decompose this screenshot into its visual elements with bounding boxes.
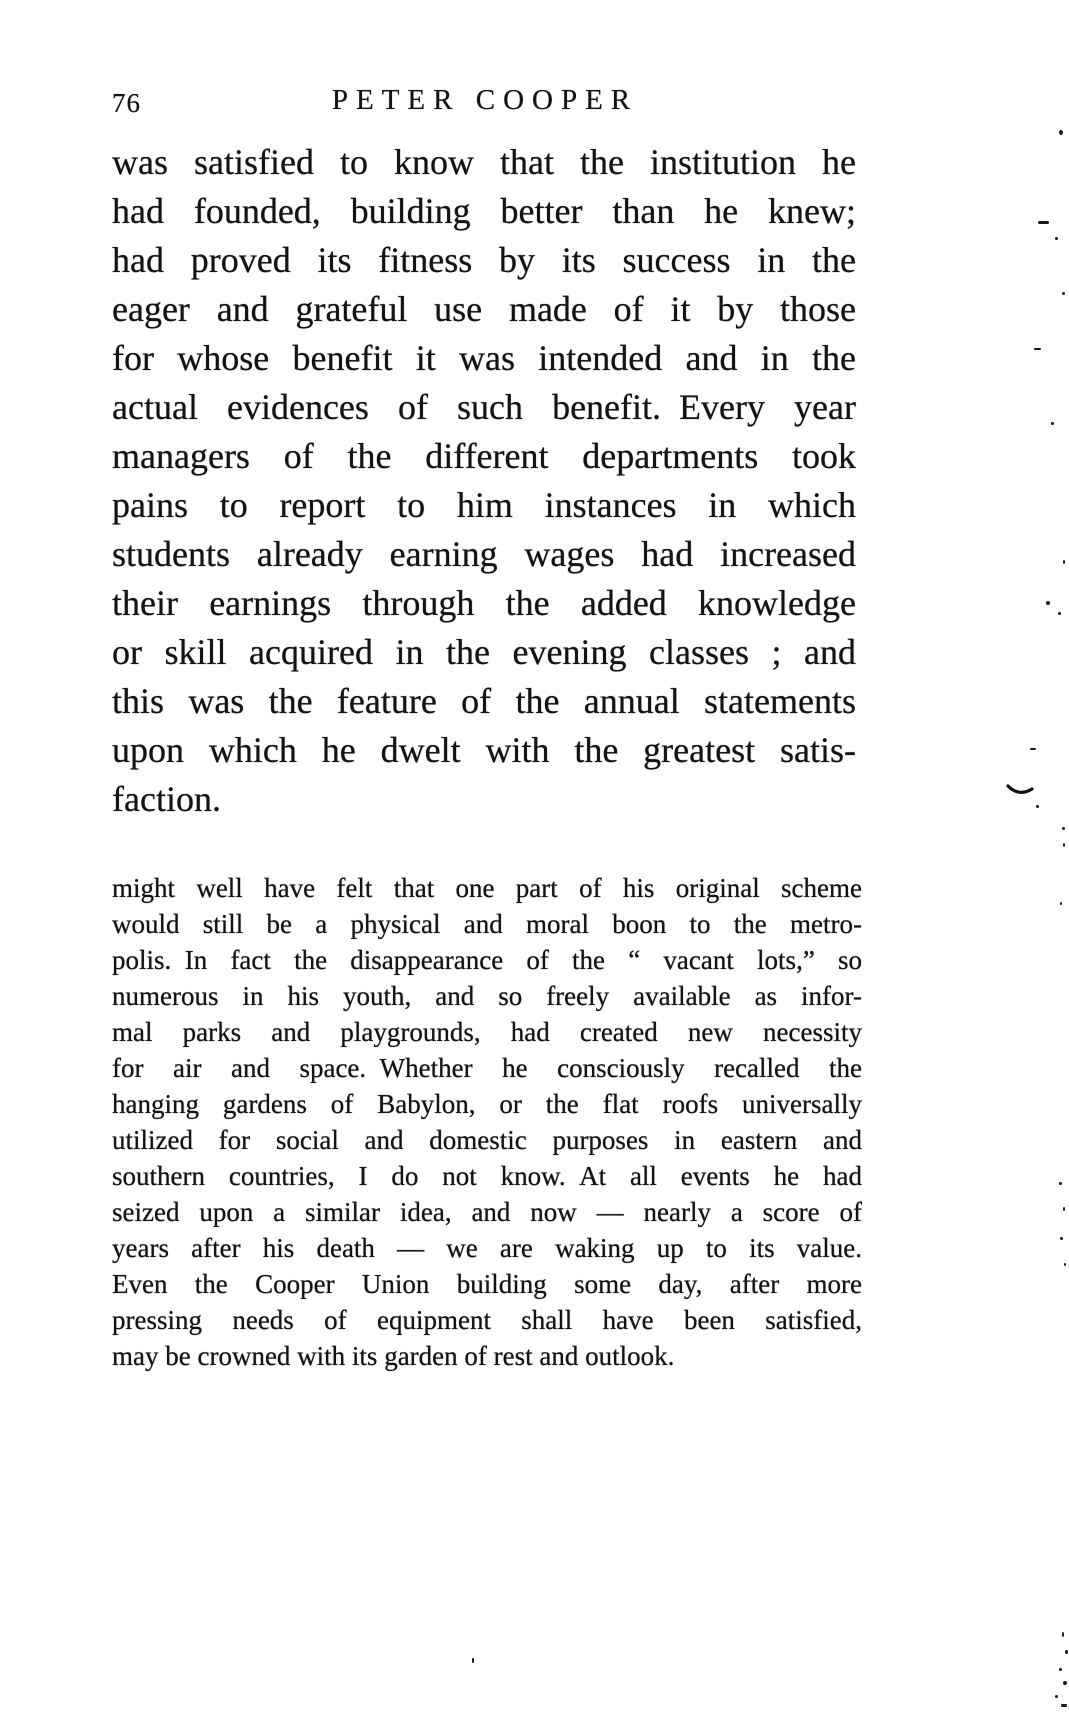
text-line: eager and grateful use made of it by those	[112, 289, 856, 329]
text-line: students already earning wages had increased	[112, 534, 856, 574]
scan-speck	[1051, 422, 1054, 425]
text-line: pains to report to him instances in which	[112, 485, 856, 525]
scan-speck	[1059, 1668, 1062, 1671]
text-line: had founded, building better than he knew;	[112, 191, 856, 231]
scan-speck	[1038, 221, 1049, 224]
text-line: numerous in his youth, and so freely available as infor-	[112, 981, 862, 1011]
scan-speck	[1063, 1207, 1065, 1211]
text-line: was satisfied to know that the institution he	[112, 142, 856, 182]
text-line: faction.	[112, 779, 221, 819]
text-line: may be crowned with its garden of rest and outlook.	[112, 1341, 675, 1371]
page-number: 76	[112, 88, 141, 118]
scan-speck	[1055, 237, 1058, 240]
scan-speck	[1059, 1182, 1062, 1185]
text-line: hanging gardens of Babylon, or the flat roofs universally	[112, 1089, 862, 1119]
scan-speck	[1036, 805, 1039, 808]
scan-speck	[1059, 130, 1063, 135]
text-line: their earnings through the added knowledge	[112, 583, 856, 623]
page-header	[112, 84, 858, 120]
scan-speck	[1046, 601, 1050, 605]
scan-speck	[1063, 1681, 1067, 1685]
text-line: mal parks and playgrounds, had created new necessity	[112, 1017, 862, 1047]
scan-speck	[1065, 1650, 1068, 1654]
scan-speck	[1063, 843, 1065, 847]
text-line: upon which he dwelt with the greatest satis-	[112, 730, 856, 770]
scan-speck	[1063, 560, 1065, 564]
text-line: for air and space. Whether he consciously recalled the	[112, 1053, 862, 1083]
scan-speck	[1034, 348, 1041, 350]
scan-speck	[1058, 612, 1061, 615]
body-paragraph-large	[112, 138, 856, 824]
scan-speck	[1062, 292, 1065, 295]
text-line: had proved its fitness by its success in the	[112, 240, 856, 280]
scan-speck	[1062, 1632, 1064, 1637]
text-line: polis. In fact the disappearance of the “ vacant lots,” so	[112, 945, 862, 975]
running-header: PETER COOPER	[331, 84, 639, 116]
scan-speck	[1060, 902, 1062, 905]
text-line: seized upon a similar idea, and now — nearly a score of	[112, 1197, 862, 1227]
scan-speck	[1061, 1704, 1067, 1707]
text-line: southern countries, I do not know. At all events he had	[112, 1161, 862, 1191]
scan-speck	[1030, 748, 1036, 750]
text-line: this was the feature of the annual statements	[112, 681, 856, 721]
text-line: actual evidences of such benefit. Every year	[112, 387, 856, 427]
scan-speck	[472, 1658, 474, 1663]
text-line: years after his death — we are waking up to its value.	[112, 1233, 862, 1263]
scan-curve-mark	[1006, 783, 1034, 797]
text-line: would still be a physical and moral boon to the metro-	[112, 909, 862, 939]
text-line: managers of the different departments took	[112, 436, 856, 476]
text-line: pressing needs of equipment shall have been satisfied,	[112, 1305, 862, 1335]
text-line: for whose benefit it was intended and in the	[112, 338, 856, 378]
text-line: might well have felt that one part of his original scheme	[112, 873, 862, 903]
scan-speck	[1062, 827, 1065, 830]
scan-speck	[1055, 1695, 1058, 1698]
text-line: or skill acquired in the evening classes ; and	[112, 632, 856, 672]
text-line: Even the Cooper Union building some day, after more	[112, 1269, 862, 1299]
scan-speck	[1060, 1237, 1063, 1240]
text-line: utilized for social and domestic purposes in eastern and	[112, 1125, 862, 1155]
body-paragraph-small	[112, 870, 862, 1374]
scan-speck	[1064, 1263, 1066, 1266]
